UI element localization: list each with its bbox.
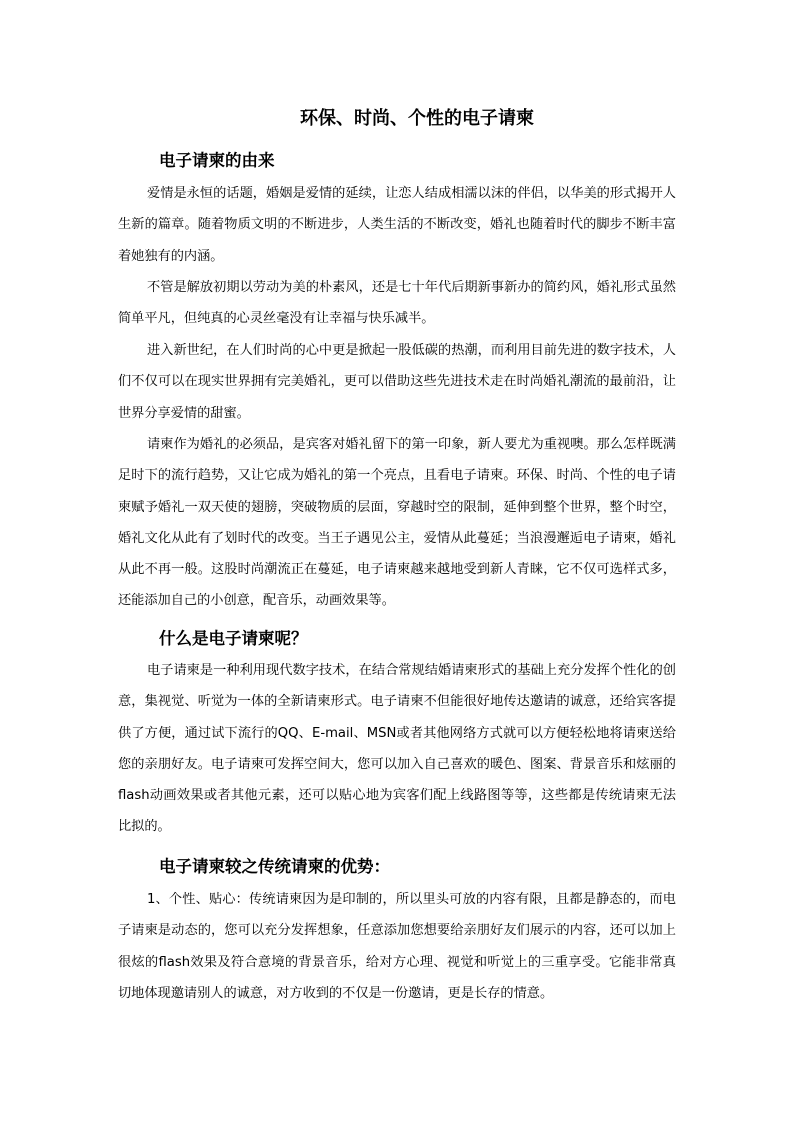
section-heading-origin: 电子请柬的由来 (159, 151, 275, 170)
paragraph: 电子请柬是一种利用现代数字技术，在结合常规结婚请柬形式的基础上充分发挥个性化的创意，集视觉、听觉为一体的全新请柬形式。电子请柬不但能很好地传达邀请的诚意，还给宾客提供了方便，通过试下流行的QQ、E-mail、MSN或者其他网络方式就可以方便轻松地将请柬送给您的亲朋好友。电子请柬可发挥空间大，您可以加入自己喜欢的暖色、图案、背景音乐和炫丽的flash动画效果或者其他元素，还可以贴心地为宾客们配上线路图等等，这些都是传统请柬无法比拟的。 (118, 663, 676, 835)
paragraph: 进入新世纪，在人们时尚的心中更是掀起一股低碳的热潮，而利用目前先进的数字技术，人们不仅可以在现实世界拥有完美婚礼，更可以借助这些先进技术走在时尚婚礼潮流的最前沿，让世界分享爱情的甜蜜。 (118, 343, 676, 421)
paragraph: 爱情是永恒的话题，婚姻是爱情的延续，让恋人结成相濡以沫的伴侣，以华美的形式揭开人生新的篇章。随着物质文明的不断进步，人类生活的不断改变，婚礼也随着时代的脚步不断丰富着她独有的内涵。 (118, 186, 676, 264)
paragraph: 1、个性、贴心：传统请柬因为是印制的，所以里头可放的内容有限，且都是静态的，而电子请柬是动态的，您可以充分发挥想象，任意添加您想要给亲朋好友们展示的内容，还可以加上很炫的flash效果及符合意境的背景音乐，给对方心理、视觉和听觉上的三重享受。它能非常真切地体现邀请别人的诚意，对方收到的不仅是一份邀请，更是长存的情意。 (118, 892, 676, 1001)
paragraph: 不管是解放初期以劳动为美的朴素风，还是七十年代后期新事新办的简约风，婚礼形式虽然简单平凡，但纯真的心灵丝毫没有让幸福与快乐减半。 (118, 280, 676, 327)
paragraph: 请柬作为婚礼的必须品，是宾客对婚礼留下的第一印象，新人要尤为重视噢。那么怎样既满足时下的流行趋势，又让它成为婚礼的第一个亮点，且看电子请柬。环保、时尚、个性的电子请柬赋予婚礼一双天使的翅膀，突破物质的层面，穿越时空的限制，延伸到整个世界，整个时空，婚礼文化从此有了划时代的改变。当王子遇见公主，爱情从此蔓延；当浪漫邂逅电子请柬，婚礼从此不再一般。这股时尚潮流正在蔓延，电子请柬越来越地受到新人青睐，它不仅可选样式多，还能添加自己的小创意，配音乐，动画效果等。 (118, 437, 676, 609)
section-heading-advantages: 电子请柬较之传统请柬的优势： (159, 857, 390, 876)
document-title: 环保、时尚、个性的电子请柬 (300, 108, 534, 129)
section-heading-what-is: 什么是电子请柬呢？ (159, 629, 308, 648)
